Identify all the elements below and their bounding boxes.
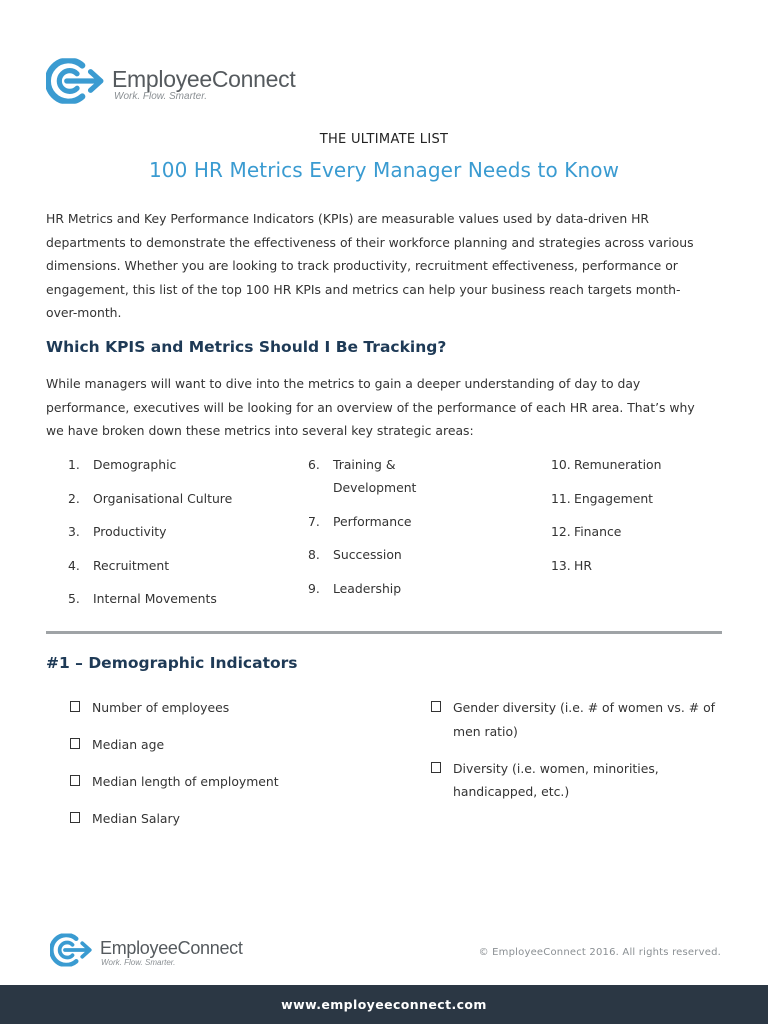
- checkbox[interactable]: [70, 701, 80, 712]
- area-number: 7.: [308, 513, 320, 529]
- area-number: 6.: [308, 457, 320, 472]
- area-item-hr: [551, 554, 751, 577]
- area-item-productivity: [68, 520, 288, 543]
- area-item-recruitment: [68, 554, 288, 577]
- brand-name: EmployeeConnect: [100, 938, 243, 958]
- area-number: 12.: [551, 524, 571, 539]
- area-number: 4.: [68, 557, 80, 573]
- checklist-item-diversity[interactable]: [431, 757, 731, 804]
- intro-line: departments to demonstrate the effectiveness of their workforce planning and strategies across various: [46, 234, 694, 250]
- kpi-section-paragraph: [46, 372, 726, 443]
- kpi-section-heading: Which KPIS and Metrics Should I Be Tracking?: [46, 338, 447, 356]
- area-number: 2.: [68, 490, 80, 506]
- area-item-engagement: [551, 487, 751, 510]
- areas-column-2: [308, 453, 508, 610]
- area-item-performance: [308, 510, 508, 533]
- checkbox[interactable]: [70, 775, 80, 786]
- area-label: Organisational Culture: [93, 490, 233, 506]
- checklist-label: Number of employees: [92, 700, 230, 715]
- checklist-item-median-age[interactable]: [70, 733, 400, 757]
- document-title: 100 HR Metrics Every Manager Needs to Know: [148, 158, 620, 182]
- checklist-label: Median age: [92, 737, 165, 752]
- checkbox[interactable]: [70, 738, 80, 749]
- area-label: Productivity: [93, 524, 167, 539]
- area-label: Training &: [333, 457, 396, 472]
- area-item-finance: [551, 520, 751, 543]
- area-number: 13.: [551, 557, 571, 573]
- intro-line: engagement, this list of the top 100 HR KPIs and metrics can help your business reach targets month-: [46, 281, 681, 297]
- header-logo: [46, 58, 295, 104]
- areas-column-3: [551, 453, 751, 587]
- kpi-paragraph-line: While managers will want to dive into the metrics to gain a deeper understanding of day to day: [46, 376, 641, 391]
- area-item-succession: [308, 543, 508, 566]
- website-link[interactable]: www.employeeconnect.com: [281, 997, 487, 1012]
- area-item-training-development: [308, 453, 508, 499]
- area-number: 9.: [308, 580, 320, 596]
- area-label-continued: Development: [333, 480, 417, 495]
- area-number: 10.: [551, 457, 571, 472]
- copyright-notice: © EmployeeConnect 2016. All rights reserved.: [478, 947, 721, 958]
- checklist-label: Median length of employment: [92, 774, 279, 789]
- document-kicker: THE ULTIMATE LIST: [319, 132, 449, 147]
- footer-logo: [50, 933, 243, 968]
- area-item-remuneration: [551, 453, 751, 476]
- employeeconnect-logo-icon: [46, 58, 104, 104]
- checklist-item-gender-diversity[interactable]: [431, 696, 731, 743]
- demographic-checklist-left: [70, 696, 400, 844]
- logo-wordmark: [112, 58, 295, 103]
- area-label: Finance: [574, 524, 622, 539]
- checklist-label: Gender diversity (i.e. # of women vs. # of: [453, 700, 716, 715]
- employeeconnect-logo-icon: [50, 933, 92, 967]
- kpi-paragraph-line: performance, executives will be looking for an overview of the performance of each HR area. That’s why: [46, 399, 695, 415]
- area-number: 8.: [308, 547, 320, 562]
- area-label: Leadership: [333, 580, 402, 596]
- area-label: Engagement: [574, 490, 654, 506]
- intro-line: over-month.: [46, 305, 122, 320]
- area-label: Remuneration: [574, 457, 662, 472]
- area-label: Demographic: [93, 457, 177, 472]
- footer-bar: [0, 985, 768, 1024]
- intro-line: dimensions. Whether you are looking to track productivity, recruitment effectiveness, performance or: [46, 258, 678, 273]
- checkbox[interactable]: [431, 762, 441, 773]
- area-item-demographic: [68, 453, 288, 476]
- section-divider: [46, 631, 722, 634]
- area-number: 5.: [68, 591, 80, 606]
- area-label: Succession: [333, 547, 402, 562]
- area-item-leadership: [308, 577, 508, 600]
- area-label: Recruitment: [93, 557, 170, 573]
- checkbox[interactable]: [70, 812, 80, 823]
- checklist-label-continued: men ratio): [453, 723, 518, 739]
- area-label: Performance: [333, 513, 412, 529]
- area-number: 11.: [551, 490, 571, 506]
- demographic-checklist-right: [431, 696, 731, 817]
- checklist-item-number-of-employees[interactable]: [70, 696, 400, 720]
- intro-paragraph: [46, 207, 726, 325]
- checklist-item-median-salary[interactable]: [70, 807, 400, 831]
- checkbox[interactable]: [431, 701, 441, 712]
- intro-line: HR Metrics and Key Performance Indicators (KPIs) are measurable values used by data-driven HR: [46, 211, 650, 226]
- area-number: 3.: [68, 524, 80, 539]
- area-item-organisational-culture: [68, 487, 288, 510]
- area-item-internal-movements: [68, 587, 288, 610]
- kpi-paragraph-line: we have broken down these metrics into several key strategic areas:: [46, 423, 474, 438]
- area-label: Internal Movements: [93, 591, 217, 606]
- checklist-label: Median Salary: [92, 811, 180, 826]
- areas-column-1: [68, 453, 288, 621]
- checklist-label-continued: handicapped, etc.): [453, 784, 570, 799]
- brand-tagline: Work. Flow. Smarter.: [114, 91, 207, 102]
- demographic-section-heading: #1 – Demographic Indicators: [46, 654, 298, 672]
- area-number: 1.: [68, 457, 80, 472]
- logo-wordmark: [100, 933, 243, 968]
- checklist-label: Diversity (i.e. women, minorities,: [453, 760, 659, 776]
- brand-name: EmployeeConnect: [112, 66, 296, 92]
- brand-tagline: Work. Flow. Smarter.: [101, 958, 176, 967]
- area-label: HR: [574, 557, 592, 573]
- checklist-item-median-length-of-employment[interactable]: [70, 770, 400, 794]
